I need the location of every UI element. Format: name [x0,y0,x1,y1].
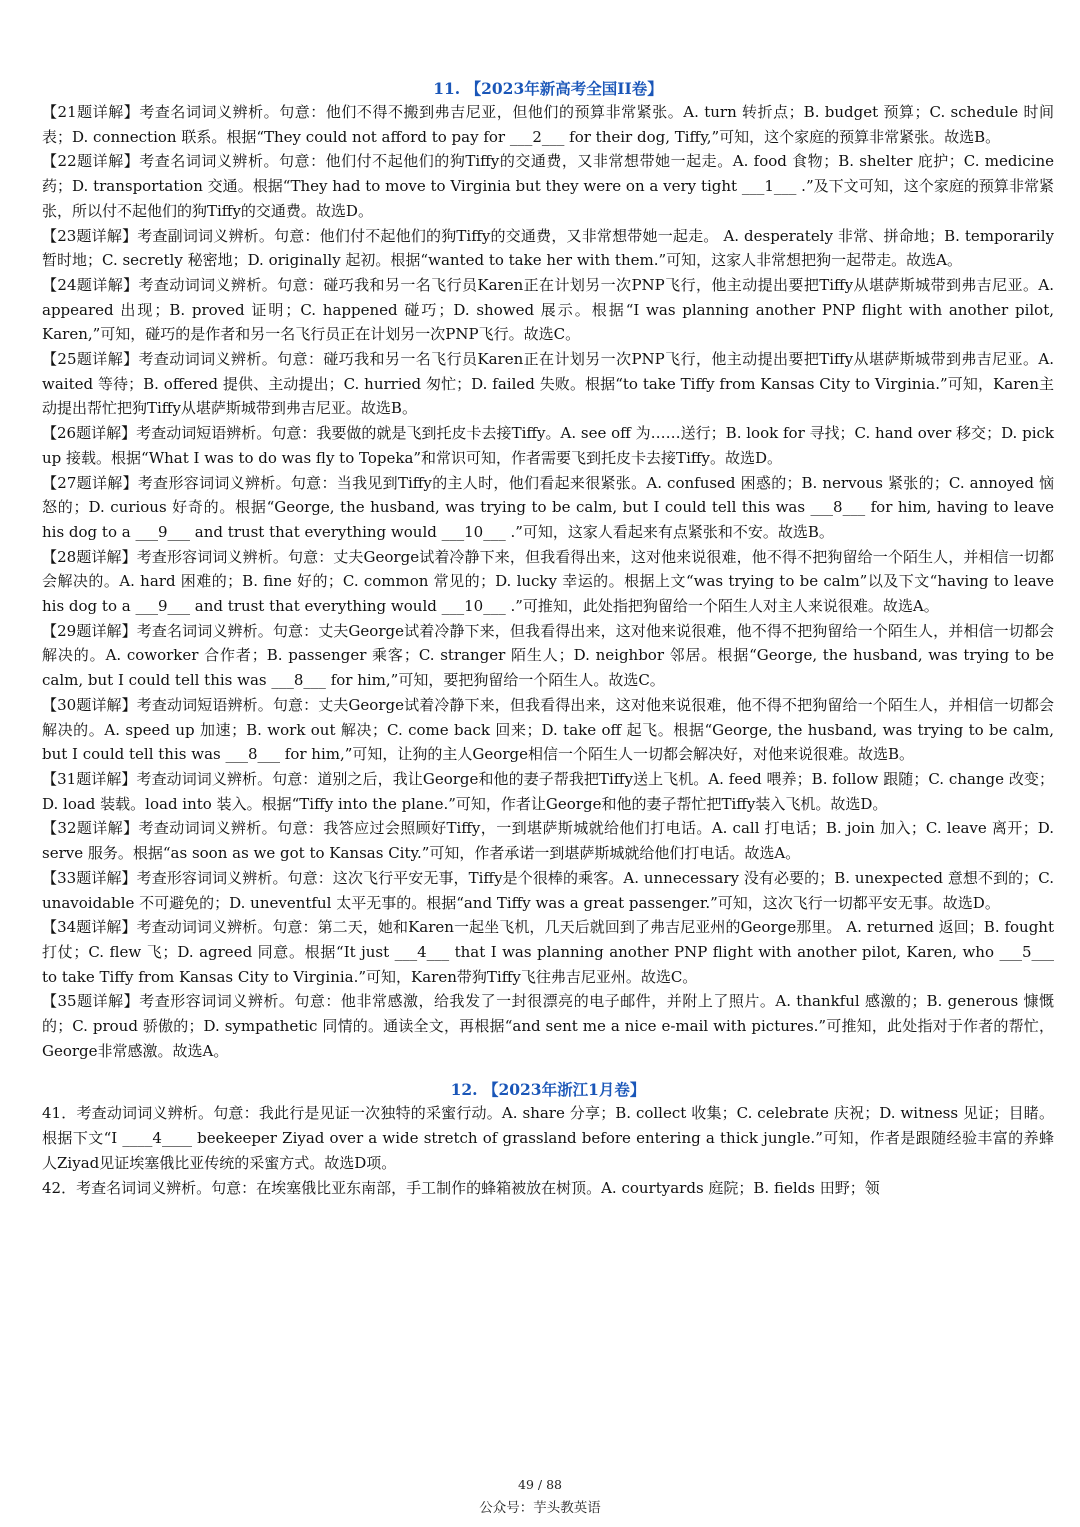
answer-42: 42．考查名词词义辨析。句意：在埃塞俄比亚东南部，手工制作的蜂箱被放在树顶。A. courtyards 庭院；B. fields 田野；领 [42,1178,880,1197]
section-gap [42,1063,1054,1073]
answer-22: 【22题详解】考查名词词义辨析。句意：他们付不起他们的狗Tiffy的交通费，又非常想带她一起走。A. food 食物；B. shelter 庇护；C. medicine 药；D. transportation 交通。根据“They had to move to Virginia but they were on a very tight ___1___ .”及下文可知，这个家庭的预算非常紧张，所以付不起他们的狗Tiffy的交通费。故选D。 [42,152,1054,220]
answer-25: 【25题详解】考查动词词义辨析。句意：碰巧我和另一名飞行员Karen正在计划另一次PNP飞行，他主动提出要把Tiffy从堪萨斯城带到弗吉尼亚。A. waited 等待；B. offered 提供、主动提出；C. hurried 匆忙；D. failed 失败。根据“to take Tiffy from Kansas City to Virginia.”可知，Karen主动提出帮忙把狗Tiffy从堪萨斯城带到弗吉尼亚。故选B。 [42,350,1054,418]
answer-34: 【34题详解】考查动词词义辨析。句意：第二天，她和Karen一起坐飞机，几天后就回到了弗吉尼亚州的George那里。 A. returned 返回；B. fought 打仗；C. flew 飞；D. agreed 同意。根据“It just ___4___ that I was planning another PNP flight with another pilot, Karen, who ___5___ to take Tiffy from Kansas City to Virginia.”可知，Karen带狗Tiffy飞往弗吉尼亚州。故选C。 [42,918,1054,986]
answer-23: 【23题详解】考查副词词义辨析。句意：他们付不起他们的狗Tiffy的交通费，又非常想带她一起走。 A. desperately 非常、拼命地；B. temporarily 暂时地；C. secretly 秘密地；D. originally 起初。根据“wanted to take her with them.”可知，这家人非常想把狗一起带走。故选A。 [42,226,1054,270]
answer-27: 【27题详解】考查形容词词义辨析。句意：当我见到Tiffy的主人时，他们看起来很紧张。A. confused 困惑的；B. nervous 紧张的；C. annoyed 恼怒的；D. curious 好奇的。根据“George, the husband, was trying to be calm, but I could tell this was ___8___ for him, having to leave his dog to a ___9___ and trust that everything would ___10___ .”可知，这家人看起来有点紧张和不安。故选B。 [42,473,1054,541]
answer-30: 【30题详解】考查动词短语辨析。句意：丈夫George试着冷静下来，但我看得出来，这对他来说很难，他不得不把狗留给一个陌生人，并相信一切都会解决的。A. speed up 加速；B. work out 解决；C. come back 回来；D. take off 起飞。根据“George, the husband, was trying to be calm, but I could tell this was ___8___ for him,”可知，让狗的主人George相信一个陌生人一切都会解决好，对他来说很难。故选B。 [42,695,1054,764]
section-title-11: 11. 【2023年新高考全国II卷】 [433,79,663,98]
answer-24: 【24题详解】考查动词词义辨析。句意：碰巧我和另一名飞行员Karen正在计划另一次PNP飞行，他主动提出要把Tiffy从堪萨斯城带到弗吉尼亚。A. appeared 出现；B. proved 证明；C. happened 碰巧；D. showed 展示。根据“I was planning another PNP flight with another pilot, Karen,”可知，碰巧的是作者和另一名飞行员正在计划另一次PNP飞行。故选C。 [42,275,1054,344]
section-title-12: 12. 【2023年浙江1月卷】 [450,1080,646,1100]
page-number: 49 / 88 [518,1477,562,1492]
answer-41: 41．考查动词词义辨析。句意：我此行是见证一次独特的采蜜行动。A. share 分享；B. collect 收集；C. celebrate 庆祝；D. witness 见证；目睹。根据下文“I ____4____ beekeeper Ziyad over a wide stretch of grassland before entering a thick jungle.”可知，作者是跟随经验丰富的养蜂人Ziyad见证埃塞俄比亚传统的采蜜方式。故选D项。 [42,1104,1054,1172]
answer-26: 【26题详解】考查动词短语辨析。句意：我要做的就是飞到托皮卡去接Tiffy。A. see off 为……送行；B. look for 寻找；C. hand over 移交；D. pick up 接载。根据“What I was to do was fly to Topeka”和常识可知，作者需要飞到托皮卡去接Tiffy。故选D。 [42,424,1054,467]
footer-account: 公众号：芋头教英语 [479,1500,601,1516]
answer-33: 【33题详解】考查形容词词义辨析。句意：这次飞行平安无事，Tiffy是个很棒的乘客。A. unnecessary 没有必要的；B. unexpected 意想不到的；C. unavoidable 不可避免的；D. uneventful 太平无事的。根据“and Tiffy was a great passenger.”可知，这次飞行一切都平安无事。故选D。 [42,868,1054,912]
answer-31: 【31题详解】考查动词词义辨析。句意：道别之后，我让George和他的妻子帮我把Tiffy送上飞机。A. feed 喂养；B. follow 跟随；C. change 改变；D. load 装载。load into 装入。根据“Tiffy into the plane.”可知，作者让George和他的妻子帮忙把Tiffy装入飞机。故选D。 [42,769,1054,813]
answer-28: 【28题详解】考查形容词词义辨析。句意：丈夫George试着冷静下来，但我看得出来，这对他来说很难，他不得不把狗留给一个陌生人，并相信一切都会解决的。A. hard 困难的；B. fine 好的；C. common 常见的；D. lucky 幸运的。根据上文“was trying to be calm”以及下文“having to leave his dog to a ___9___ and trust that everything would ___10___ .”可推知，此处指把狗留给一个陌生人对主人来说很难。故选A。 [42,547,1054,616]
answer-32: 【32题详解】考查动词词义辨析。句意：我答应过会照顾好Tiffy，一到堪萨斯城就给他们打电话。A. call 打电话；B. join 加入；C. leave 离开；D. serve 服务。根据“as soon as we got to Kansas City.”可知，作者承诺一到堪萨斯城就给他们打电话。故选A。 [42,819,1054,863]
answer-29: 【29题详解】考查名词词义辨析。句意：丈夫George试着冷静下来，但我看得出来，这对他来说很难，他不得不把狗留给一个陌生人，并相信一切都会解决的。A. coworker 合作者；B. passenger 乘客；C. stranger 陌生人；D. neighbor 邻居。根据“George, the husband, was trying to be calm, but I could tell this was ___8___ for him,”可知，要把狗留给一个陌生人。故选C。 [42,621,1054,690]
answer-21: 【21题详解】考查名词词义辨析。句意：他们不得不搬到弗吉尼亚，但他们的预算非常紧张。A. turn 转折点；B. budget 预算；C. schedule 时间表；D. connection 联系。根据“They could not afford to pay for ___2___ for their dog, Tiffy,”可知，这个家庭的预算非常紧张。故选B。 [42,103,1054,146]
answer-35: 【35题详解】考查形容词词义辨析。句意：他非常感激，给我发了一封很漂亮的电子邮件，并附上了照片。A. thankful 感激的；B. generous 慷慨的；C. proud 骄傲的；D. sympathetic 同情的。通读全文，再根据“and sent me a nice e-mail with pictures.”可推知，此处指对于作者的帮忙，George非常感激。故选A。 [42,992,1054,1060]
document-page [42,72,1054,1200]
